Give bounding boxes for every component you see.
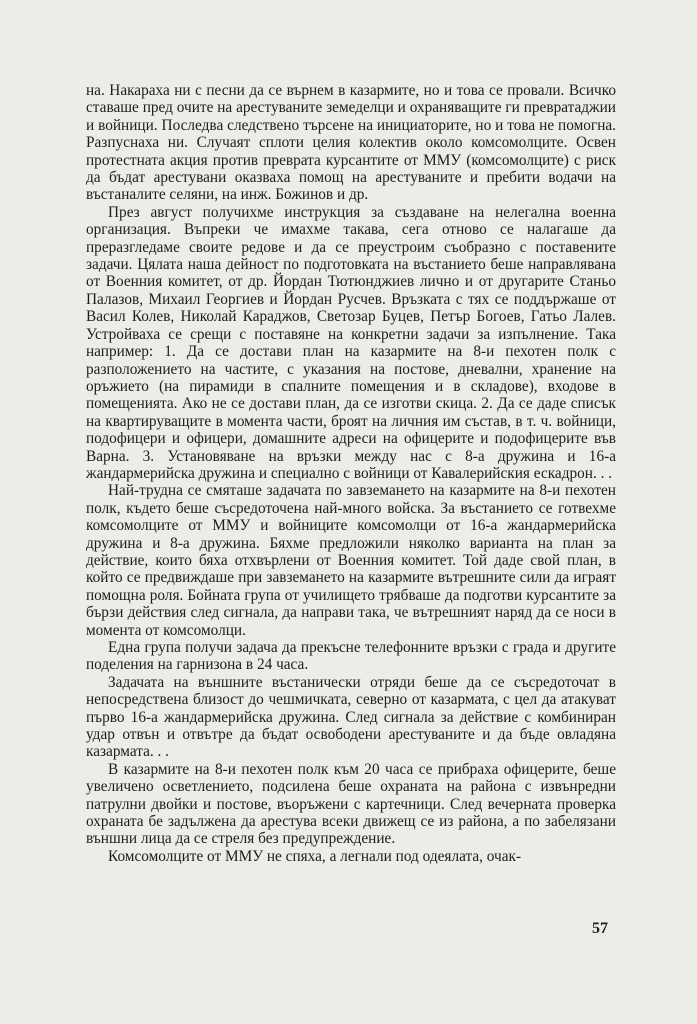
paragraph: През август получихме инструкция за създаване на нелегална военна организация. Въпреки че имахме такава, сега отново се налагаше да преразгледаме своите редове и да се преустроим съобразно с поставените задачи. Цялата наша дейност по подготовката на въстанието беше направлявана от Военния комитет, от др. Йордан Тютюнджиев лично и от другарите Станьо Палазов, Михаил Георгиев и Йордан Русчев. Връзката с тях се поддържаше от Васил Колев, Николай Караджов, Светозар Буцев, Петър Богоев, Гатьо Лалев. Устройваха се срещи с поставяне на конкретни задачи за изпълнение. Така например: 1. Да се достави план на казармите на 8-и пехотен полк с разположението на частите, с указания на постове, дневални, хранение на оръжието (на пирамиди в спалните помещения и в складове), входове в помещенията. Ако не се достави план, да се изготви скица. 2. Да се даде списък на квартируващите в момента части, броят на личния им състав, в т. ч. войници, подофицери и офицери, домашните адреси на офицерите и подофицерите във Варна. 3. Установяване на връзки между нас с 8-а дружина и 16-а жандармерийска дружина и специално с войници от Кавалерийския ескадрон. . .: [86, 203, 616, 482]
paragraph: на. Накараха ни с песни да се върнем в казармите, но и това се провали. Всичко ставаше пред очите на арестуваните земеделци и охраняващите ги превратаджии и войници. Последва следствено търсене на инициаторите, но и това не помогна. Разпуснаха ни. Случаят сплоти целия колектив около комсомолците. Освен протестната акция против преврата курсантите от ММУ (комсомолците) с риск да бъдат арестувани оказваха помощ на арестуваните и пребити водачи на въстаналите селяни, на инж. Божинов и др.: [86, 82, 616, 204]
paragraph: Задачата на външните въстанически отряди беше да се съсредоточат в непосредствена близост до чешмичката, северно от казармата, с цел да атакуват първо 16-а жандармерийска дружина. След сигнала за действие с комбиниран удар отвън и отвътре да бъдат освободени арестуваните и да бъде овладяна казармата. . .: [86, 673, 616, 761]
paragraph: В казармите на 8-и пехотен полк към 20 часа се прибраха офицерите, беше увеличено осветлението, подсилена беше охраната на района с извънредни патрулни двойки и постове, въоръжени с картечници. След вечерната проверка охраната бе задължена да арестува всеки движещ се из района, а по забелязани външни лица да се стреля без предупреждение.: [86, 760, 616, 848]
paragraph: Комсомолците от ММУ не спяха, а легнали под одеялата, очак-: [108, 847, 522, 865]
paragraph: Най-трудна се смяташе задачата по завземането на казармите на 8-и пехотен полк, където беше съсредоточена най-много войска. За въстанието се готвехме комсомолците от ММУ и войниците комсомолци от 16-а жандармерийска дружина и 8-а дружина. Бяхме предложили няколко варианта на план за действие, които бяха отхвърлени от Военния комитет. Той даде свой план, в който се предвиждаше при завземането на казармите вътрешните сили да играят помощна роля. Бойната група от училището трябваше да подготви курсантите за бързи действия след сигнала, да направи така, че вътрешният наряд да се носи в момента от комсомолци.: [86, 482, 616, 639]
paragraph: Една група получи задача да прекъсне телефонните връзки с града и другите поделения на гарнизона в 24 часа.: [86, 639, 616, 674]
body-text: [86, 82, 616, 865]
page-number: 57: [592, 920, 608, 937]
